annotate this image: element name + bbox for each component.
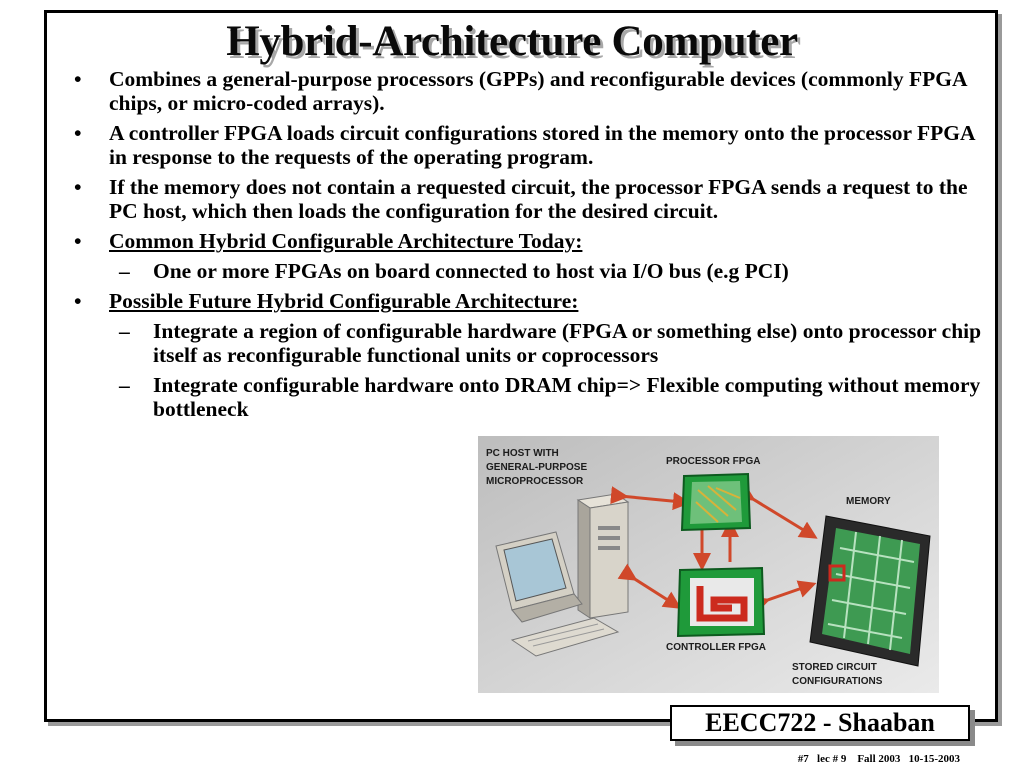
processor-fpga-label: PROCESSOR FPGA [666,456,761,467]
bullet-item [72,175,984,223]
bullet-heading-future: Possible Future Hybrid Configurable Architecture: [109,289,579,313]
sub-bullet-text: Integrate a region of configurable hardware (FPGA or something else) onto processor chip itself as reconfigurable functional units or coprocessors [153,319,982,367]
pc-host-label-line2: GENERAL-PURPOSE [486,462,588,473]
course-badge: EECC722 - Shaaban [670,705,970,741]
bullet-marker: • [74,121,82,145]
dash-marker: – [119,319,130,343]
bullet-item [72,229,984,253]
controller-fpga-chip [678,568,764,636]
bullet-text: A controller FPGA loads circuit configurations stored in the memory onto the processor FPGA in response to the requests of the operating program. [109,121,975,169]
pc-host-label-line3: MICROPROCESSOR [486,476,584,487]
processor-fpga-chip [682,474,750,530]
bullet-item [72,289,984,313]
controller-fpga-label: CONTROLLER FPGA [666,642,766,653]
bullet-item [72,121,984,169]
sub-bullet-text: Integrate configurable hardware onto DRAM chip=> Flexible computing without memory bottleneck [153,373,981,421]
bullet-marker: • [74,229,82,253]
bullet-marker: • [74,175,82,199]
slide-footer: #7 lec # 9 Fall 2003 10-15-2003 [797,753,960,765]
dash-marker: – [119,373,130,397]
hybrid-architecture-figure [478,436,939,693]
figure-illustration [478,436,939,693]
dash-marker: – [119,259,130,283]
sub-bullet-item [72,259,984,283]
bullet-text: If the memory does not contain a requested circuit, the processor FPGA sends a request to the PC host, which then loads the configuration for the desired circuit. [109,175,968,223]
bullet-list [72,67,984,427]
bullet-text: Combines a general-purpose processors (GPPs) and reconfigurable devices (commonly FPGA chips, or micro-coded arrays). [109,67,967,115]
bullet-marker: • [74,67,82,91]
bullet-heading-today: Common Hybrid Configurable Architecture Today: [109,229,583,253]
sub-bullet-text: One or more FPGAs on board connected to host via I/O bus (e.g PCI) [153,259,789,283]
slide-title: Hybrid-Architecture Computer [226,18,798,65]
sub-bullet-item [72,319,984,367]
stored-circuit-label-line1: STORED CIRCUIT [792,662,877,673]
stored-circuit-label-line2: CONFIGURATIONS [792,676,883,687]
pc-host-label-line1: PC HOST WITH [486,448,559,459]
bullet-item [72,67,984,115]
sub-bullet-item [72,373,984,421]
memory-chip [810,516,930,666]
bullet-marker: • [74,289,82,313]
memory-label: MEMORY [846,496,891,507]
